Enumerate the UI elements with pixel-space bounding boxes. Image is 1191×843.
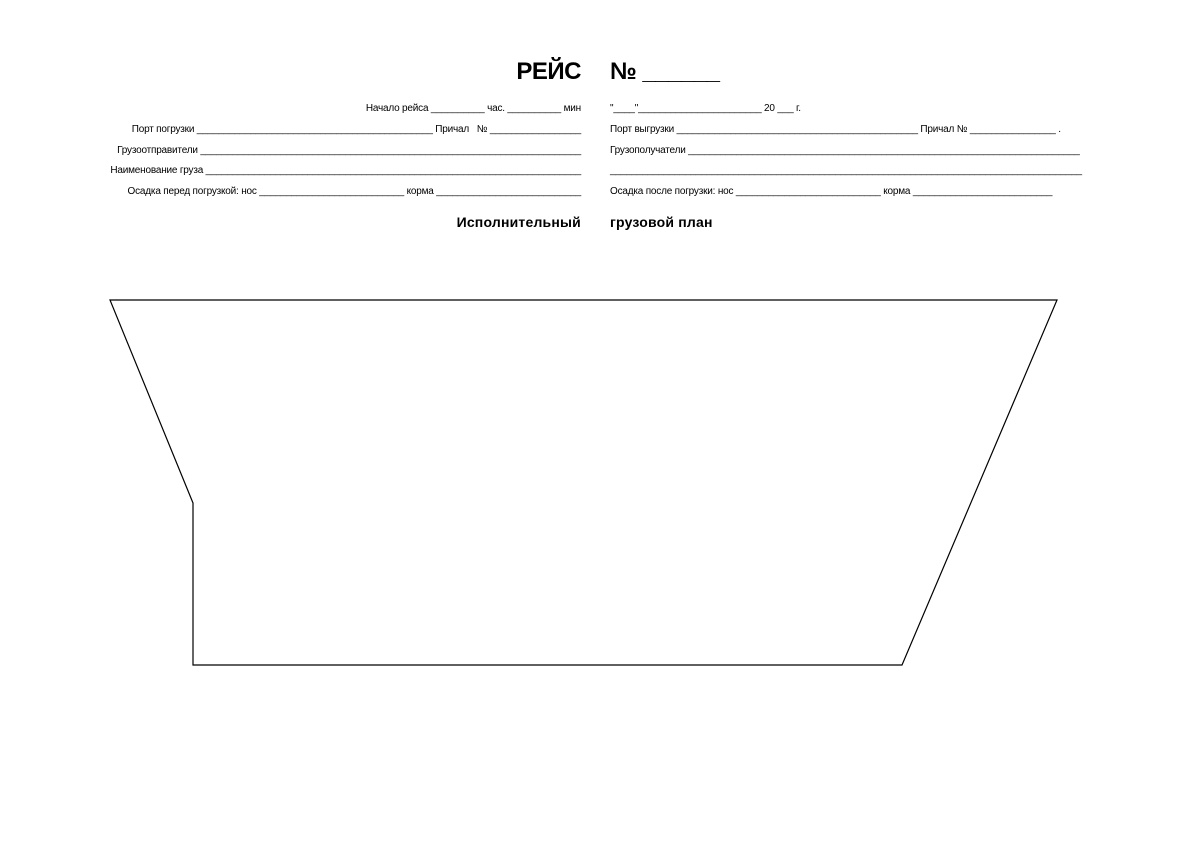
hold-section-shape [110,300,1057,665]
draft-after-loading-field: Осадка после погрузки: нос ___________________________ корма __________________________ [610,186,1053,197]
subtitle-left: Исполнительный [456,214,581,230]
consignees-field: Грузополучатели _________________________________________________________________________ [610,145,1080,156]
date-field: "____"_______________________ 20 ___ г. [610,103,801,114]
discharge-port-field: Порт выгрузки _____________________________________________ Причал № ________________ . [610,124,1061,135]
consignees-extra-line: ________________________________________________________________________________________ [610,165,1082,176]
draft-before-loading-field: Осадка перед погрузкой: нос ___________________________ корма ___________________________ [127,186,581,197]
shippers-field: Грузоотправители _______________________________________________________________________ [117,145,581,156]
voyage-start-field: Начало рейса __________ час. __________ мин [365,103,581,114]
loading-port-field: Порт погрузки ____________________________________________ Причал № _________________ [131,124,581,135]
subtitle-right: грузовой план [610,214,713,230]
voyage-title: РЕЙС [516,58,581,85]
voyage-number-field: № ______ [610,58,720,85]
cargo-name-field: Наименование груза ______________________________________________________________________ [110,165,581,176]
